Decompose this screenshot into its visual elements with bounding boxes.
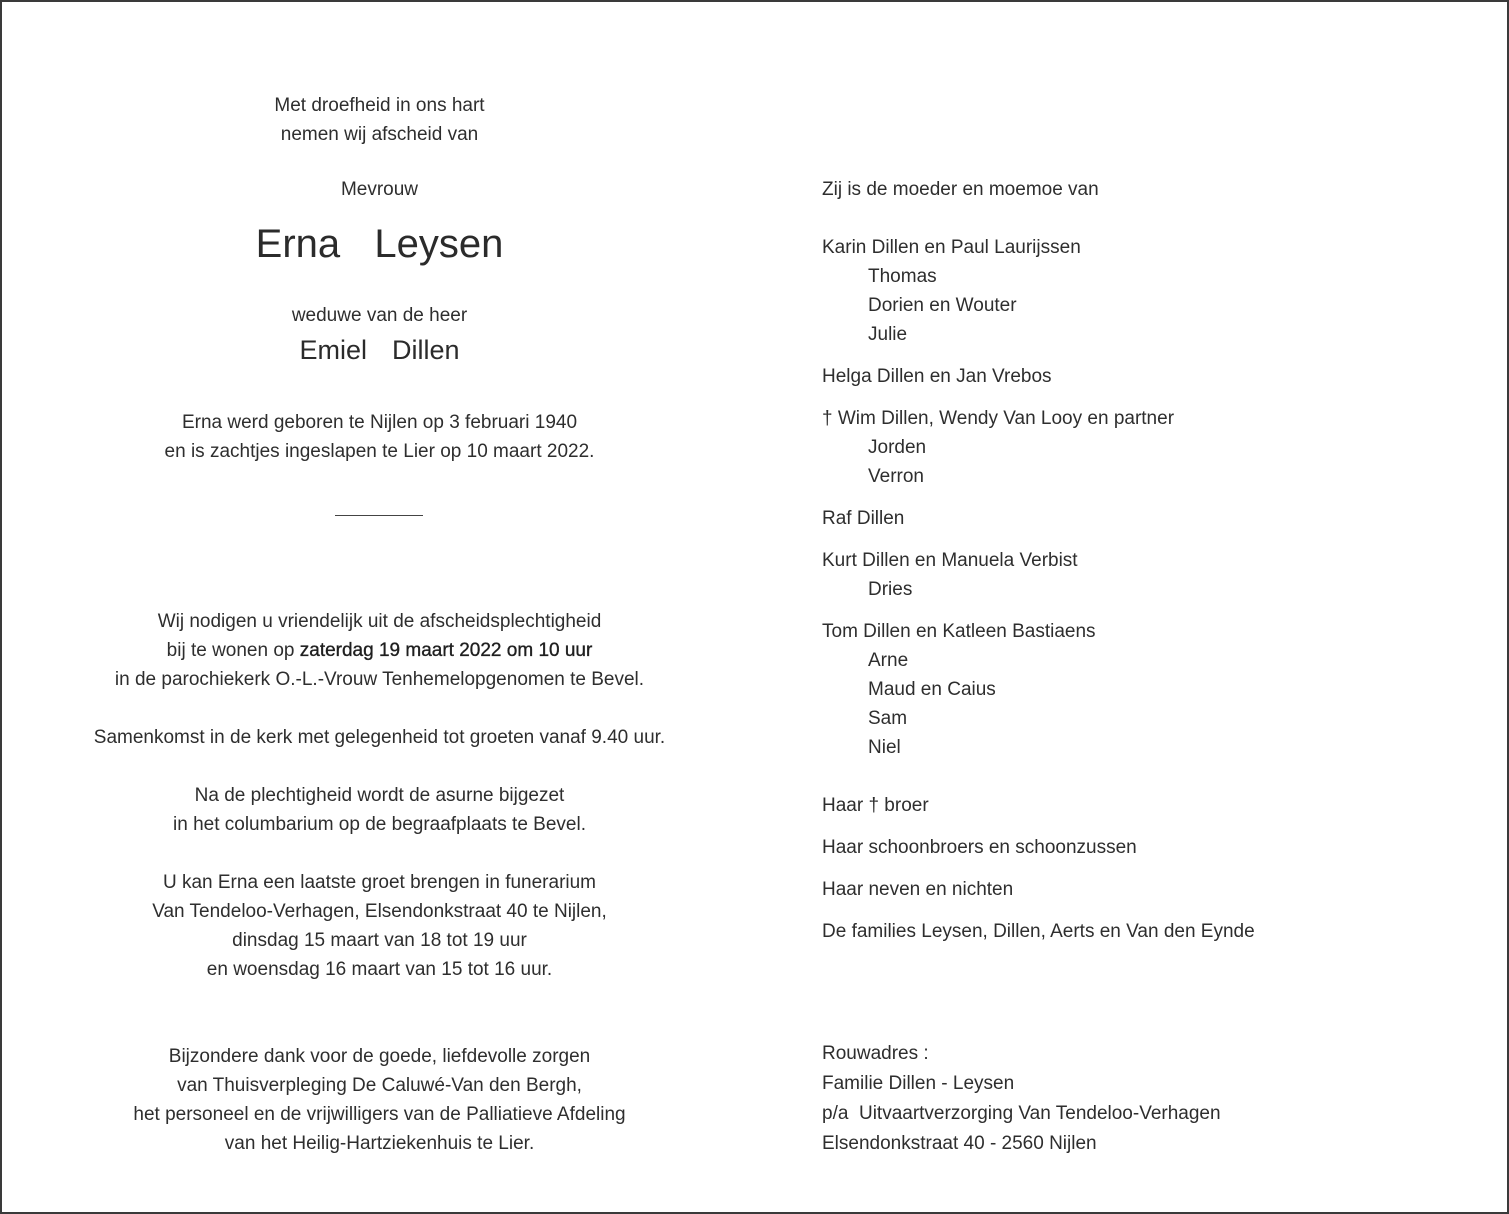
visit-line: U kan Erna een laatste groet brengen in funerarium	[162, 872, 597, 893]
family-child: Niel	[868, 737, 901, 758]
family-parent: Tom Dillen en Katleen Bastiaens	[822, 621, 1096, 642]
invitation-line: in de parochiekerk O.-L.-Vrouw Tenhemelopgenomen te Bevel.	[114, 669, 645, 690]
divider	[335, 515, 423, 516]
notice-left-column	[2, 2, 757, 1212]
urn-text	[2, 781, 757, 839]
deceased-name-block	[2, 220, 757, 268]
family-child: Julie	[868, 324, 908, 345]
urn-line: in het columbarium op de begraafplaats te Bevel.	[173, 814, 586, 835]
spouse-name: Emiel Dillen	[299, 335, 460, 365]
deceased-name: Erna Leysen	[255, 222, 504, 266]
visitation-text	[2, 868, 757, 984]
gathering-text	[2, 723, 757, 752]
family-parent: Raf Dillen	[822, 508, 905, 529]
relatives-line: Haar schoonbroers en schoonzussen	[822, 837, 1137, 858]
relatives-line: Haar † broer	[822, 795, 929, 816]
family-child: Sam	[868, 708, 908, 729]
address-line: p/a Uitvaartverzorging Van Tendeloo-Verhagen	[822, 1103, 1221, 1124]
intro-line: nemen wij afscheid van	[280, 124, 479, 145]
thanks-line: het personeel en de vrijwilligers van de Palliatieve Afdeling	[133, 1104, 626, 1125]
family-child: Jorden	[868, 437, 927, 458]
family-parent: Kurt Dillen en Manuela Verbist	[822, 550, 1078, 571]
invitation-line	[2, 636, 757, 665]
title-text	[2, 175, 757, 204]
family-child: Dries	[868, 579, 913, 600]
thanks-line: van het Heilig-Hartziekenhuis te Lier.	[224, 1133, 535, 1154]
thanks-text	[2, 1042, 757, 1158]
intro-line: Met droefheid in ons hart	[274, 95, 485, 116]
family-parent: Helga Dillen en Jan Vrebos	[822, 366, 1052, 387]
birth-line: Erna werd geboren te Nijlen op 3 februari 1940	[181, 412, 578, 433]
family-heading: Zij is de moeder en moemoe van	[822, 179, 1099, 200]
visit-line: en woensdag 16 maart van 15 tot 16 uur.	[206, 959, 553, 980]
address-line: Elsendonkstraat 40 - 2560 Nijlen	[822, 1133, 1097, 1154]
thanks-line: van Thuisverpleging De Caluwé-Van den Bergh,	[177, 1075, 582, 1096]
family-parent: Karin Dillen en Paul Laurijssen	[822, 237, 1081, 258]
address-line: Familie Dillen - Leysen	[822, 1073, 1015, 1094]
condolence-address	[822, 1039, 1221, 1159]
family-child: Arne	[868, 650, 909, 671]
relatives-line: De families Leysen, Dillen, Aerts en Van den Eynde	[822, 921, 1255, 942]
visit-line: dinsdag 15 maart van 18 tot 19 uur	[232, 930, 527, 951]
invitation-line: Wij nodigen u vriendelijk uit de afscheidsplechtigheid	[157, 611, 602, 632]
honorific: Mevrouw	[340, 179, 419, 200]
spouse-name-block	[2, 333, 757, 367]
ceremony-invitation	[2, 607, 757, 694]
invitation-line-prefix: bij te wonen op	[166, 640, 300, 661]
intro-text	[2, 91, 757, 149]
urn-line: Na de plechtigheid wordt de asurne bijgezet	[194, 785, 565, 806]
visit-line: Van Tendeloo-Verhagen, Elsendonkstraat 40 te Nijlen,	[152, 901, 607, 922]
family-child: Dorien en Wouter	[868, 295, 1017, 316]
family-child: Thomas	[868, 266, 937, 287]
thanks-line: Bijzondere dank voor de goede, liefdevolle zorgen	[168, 1046, 591, 1067]
birth-death-text	[2, 408, 757, 466]
notice-right-column	[822, 2, 1507, 1212]
widow-of: weduwe van de heer	[291, 305, 468, 326]
ceremony-datetime: zaterdag 19 maart 2022 om 10 uur	[299, 640, 593, 661]
family-parent: † Wim Dillen, Wendy Van Looy en partner	[822, 408, 1175, 429]
widow-of-text	[2, 301, 757, 330]
family-child: Maud en Caius	[868, 679, 996, 700]
address-label: Rouwadres :	[822, 1043, 929, 1064]
gathering-line: Samenkomst in de kerk met gelegenheid tot groeten vanaf 9.40 uur.	[93, 727, 666, 748]
death-line: en is zachtjes ingeslapen te Lier op 10 maart 2022.	[164, 441, 595, 462]
relatives-line: Haar neven en nichten	[822, 879, 1014, 900]
family-child: Verron	[868, 466, 924, 487]
